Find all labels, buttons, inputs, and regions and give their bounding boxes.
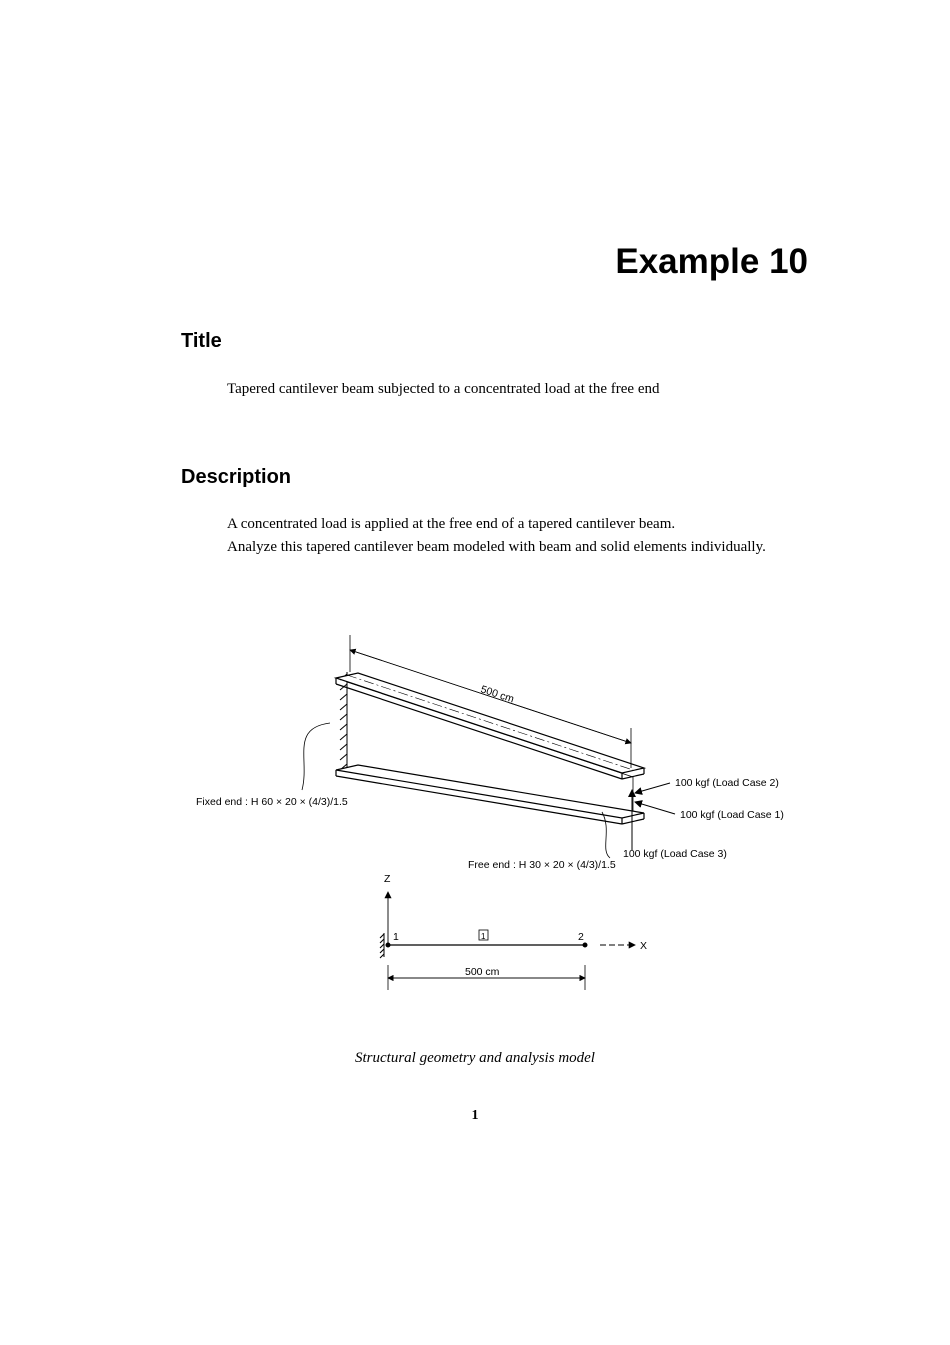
- node-1-point: [386, 943, 390, 947]
- bottom-flange: [336, 765, 644, 818]
- example-title: Example 10: [615, 242, 808, 281]
- load-case-1-label: 100 kgf (Load Case 1): [680, 809, 784, 821]
- description-text: [227, 513, 766, 559]
- title-text: Tapered cantilever beam subjected to a concentrated load at the free end: [227, 381, 660, 397]
- structural-diagram: [180, 620, 800, 1000]
- fixed-end-label: Fixed end : H 60 × 20 × (4/3)/1.5: [196, 796, 348, 808]
- length-dimension: [350, 635, 631, 768]
- free-end-label: Free end : H 30 × 20 × (4/3)/1.5: [468, 859, 616, 871]
- free-end-leader: [602, 812, 610, 858]
- load-case-3-label: 100 kgf (Load Case 3): [623, 848, 727, 860]
- node-2-point: [583, 943, 587, 947]
- axis-x-label: X: [640, 940, 648, 952]
- model-length-label: 500 cm: [465, 966, 500, 978]
- page-number: 1: [471, 1108, 479, 1123]
- description-line: A concentrated load is applied at the free end of a tapered cantilever beam.: [227, 516, 676, 532]
- fixed-end-leader: [302, 723, 330, 790]
- figure-caption: Structural geometry and analysis model: [355, 1050, 595, 1066]
- description-heading: Description: [181, 466, 292, 488]
- element-1-label: 1: [481, 932, 486, 941]
- analysis-model: [380, 892, 635, 990]
- axis-z-label: Z: [384, 873, 391, 885]
- node-2-label: 2: [578, 931, 584, 943]
- node-1-label: 1: [393, 931, 399, 943]
- load-case-2-label: 100 kgf (Load Case 2): [675, 777, 779, 789]
- description-line: Analyze this tapered cantilever beam modeled with beam and solid elements individually.: [227, 539, 766, 555]
- length-label: 500 cm: [479, 683, 516, 706]
- load-case-2-arrow: [635, 783, 670, 793]
- structural-figure: [180, 620, 800, 1000]
- title-heading: Title: [181, 330, 222, 352]
